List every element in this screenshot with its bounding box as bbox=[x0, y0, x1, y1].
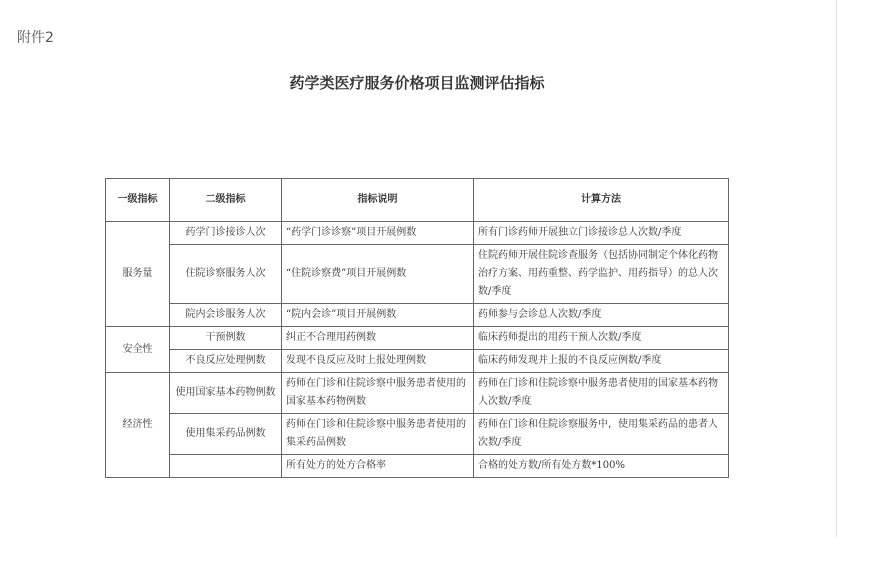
method-cell: 药师参与会诊总人次数/季度 bbox=[474, 304, 729, 327]
table-row bbox=[106, 245, 729, 304]
method-cell: 临床药师发现并上报的不良反应例数/季度 bbox=[474, 350, 729, 373]
description-cell: “药学门诊诊察”项目开展例数 bbox=[282, 222, 474, 245]
method-cell: 住院药师开展住院诊查服务（包括协同制定个体化药物治疗方案、用药重整、药学监护、用药指导）的总人次数/季度 bbox=[474, 245, 729, 304]
table-row bbox=[106, 222, 729, 245]
document-title: 药学类医疗服务价格项目监测评估指标 bbox=[289, 74, 545, 92]
indicator-table bbox=[105, 178, 729, 478]
level2-cell: 院内会诊服务人次 bbox=[170, 304, 282, 327]
description-cell: 所有处方的处方合格率 bbox=[282, 455, 474, 478]
description-cell: “院内会诊”项目开展例数 bbox=[282, 304, 474, 327]
table-header-row bbox=[106, 179, 729, 222]
attachment-label: 附件2 bbox=[17, 30, 54, 46]
table-row bbox=[106, 373, 729, 414]
description-cell: 药师在门诊和住院诊察中服务患者使用的集采药品例数 bbox=[282, 414, 474, 455]
level1-cell-safety: 安全性 bbox=[106, 327, 170, 373]
description-cell: 纠正不合理用药例数 bbox=[282, 327, 474, 350]
method-cell: 药师在门诊和住院诊察服务中，使用集采药品的患者人次数/季度 bbox=[474, 414, 729, 455]
level2-cell bbox=[170, 455, 282, 478]
description-cell: 药师在门诊和住院诊察中服务患者使用的国家基本药物例数 bbox=[282, 373, 474, 414]
description-cell: “住院诊察费”项目开展例数 bbox=[282, 245, 474, 304]
method-cell: 合格的处方数/所有处方数*100% bbox=[474, 455, 729, 478]
level2-cell: 药学门诊接诊人次 bbox=[170, 222, 282, 245]
table-row bbox=[106, 304, 729, 327]
header-level2: 二级指标 bbox=[170, 179, 282, 222]
method-cell: 临床药师提出的用药干预人次数/季度 bbox=[474, 327, 729, 350]
description-cell: 发现不良反应及时上报处理例数 bbox=[282, 350, 474, 373]
level2-cell: 使用集采药品例数 bbox=[170, 414, 282, 455]
level2-cell: 住院诊察服务人次 bbox=[170, 245, 282, 304]
table-row bbox=[106, 350, 729, 373]
header-level1: 一级指标 bbox=[106, 179, 170, 222]
level2-cell: 干预例数 bbox=[170, 327, 282, 350]
level1-cell-economy: 经济性 bbox=[106, 373, 170, 478]
table-row bbox=[106, 455, 729, 478]
method-cell: 所有门诊药师开展独立门诊接诊总人次数/季度 bbox=[474, 222, 729, 245]
level2-cell: 不良反应处理例数 bbox=[170, 350, 282, 373]
method-cell: 药师在门诊和住院诊察中服务患者使用的国家基本药物人次数/季度 bbox=[474, 373, 729, 414]
level1-cell-service-volume: 服务量 bbox=[106, 222, 170, 327]
page-edge-divider bbox=[836, 0, 837, 537]
header-method: 计算方法 bbox=[474, 179, 729, 222]
header-description: 指标说明 bbox=[282, 179, 474, 222]
table-row bbox=[106, 327, 729, 350]
table-row bbox=[106, 414, 729, 455]
level2-cell: 使用国家基本药物例数 bbox=[170, 373, 282, 414]
